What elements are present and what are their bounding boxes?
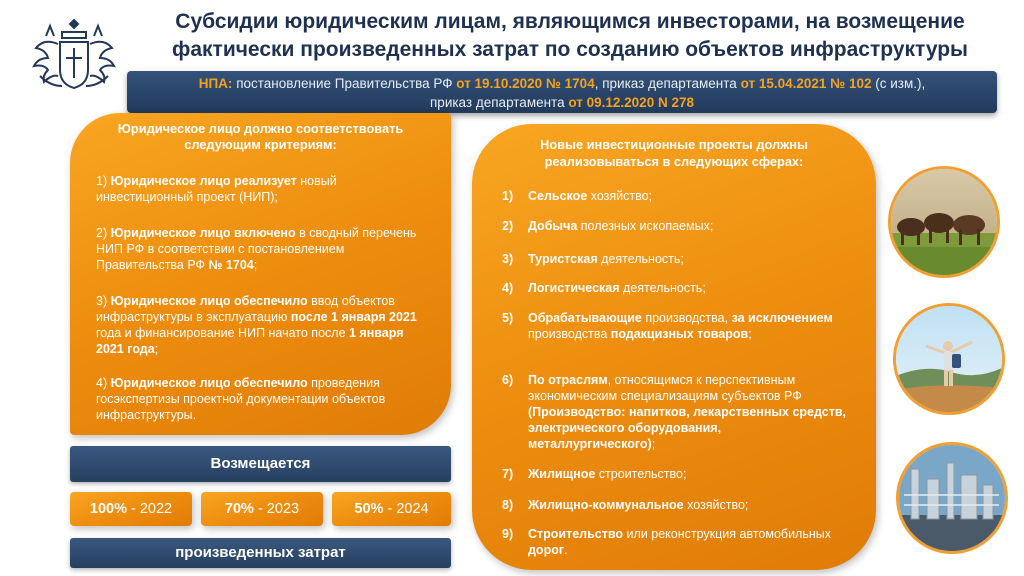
npa-text-2: , приказ департамента [594, 76, 741, 91]
sphere-item-3: 3) Туристская деятельность; [502, 252, 684, 266]
sphere-item-2: 2) Добыча полезных ископаемых; [502, 219, 714, 233]
title-line-2: фактически произведенных затрат по созданию объектов инфраструктуры [171, 38, 968, 61]
spheres-header [472, 136, 876, 170]
npa-label: НПА: [198, 76, 233, 91]
npa-text-4: приказ департамента [430, 95, 569, 110]
npa-line-1 [127, 74, 997, 93]
criteria-item-1: 1) Юридическое лицо реализует новый инвестиционный проект (НИП); [96, 174, 337, 204]
sphere-item-1: 1) Сельское хозяйство; [502, 189, 653, 203]
industrial-plant-photo [896, 442, 1008, 554]
criteria-item-4: 4) Юридическое лицо обеспечило проведения госэкспертизы проектной документации объектов инфраструктуры. [96, 376, 386, 422]
criteria-item-3: 3) Юридическое лицо обеспечило ввод объектов инфраструктуры в эксплуатацию после 1 января 2021 года и финансирование НИП начато после 1 января 2021 года; [96, 294, 417, 356]
reimbursed-bar: Возмещается [70, 446, 451, 482]
npa-line-2 [127, 93, 997, 112]
criteria-panel [70, 113, 451, 435]
npa-date-1: от 19.10.2020 № 1704 [456, 76, 595, 91]
npa-text-3: (с изм.), [871, 76, 926, 91]
npa-text-1: постановление Правительства РФ [232, 76, 457, 91]
spheres-header-line-2: реализовываться в следующих сферах: [544, 154, 804, 169]
criteria-header-line-1: Юридическое лицо должно соответствовать [117, 121, 404, 136]
page-title [130, 8, 1010, 64]
coat-of-arms-emblem [28, 14, 120, 98]
sphere-item-4: 4) Логистическая деятельность; [502, 281, 706, 295]
criteria-header-line-2: следующим критериям: [184, 137, 337, 152]
percent-box-2022: 100% - 2022 [70, 492, 192, 526]
cows-photo [888, 166, 1000, 278]
sphere-item-5: 5) Обрабатывающие производства, за исключением производства подакцизных товаров; [502, 311, 833, 341]
criteria-header [70, 121, 451, 153]
sphere-item-8: 8) Жилищно-коммунальное хозяйство; [502, 498, 749, 512]
traveler-photo [893, 303, 1005, 415]
sphere-item-9: 9) Строительство или реконструкция автомобильных дорог. [502, 527, 831, 557]
sphere-item-7: 7) Жилищное строительство; [502, 467, 687, 481]
costs-bar: произведенных затрат [70, 538, 451, 568]
percent-box-2024: 50% - 2024 [332, 492, 451, 526]
criteria-item-2: 2) Юридическое лицо включено в сводный перечень НИП РФ в соответствии с постановлением Правительства РФ № 1704; [96, 226, 417, 272]
spheres-panel [472, 124, 876, 570]
percent-box-2023: 70% - 2023 [201, 492, 323, 526]
spheres-header-line-1: Новые инвестиционные проекты должны [540, 137, 808, 152]
title-line-1: Субсидии юридическим лицам, являющимся инвесторами, на возмещение [175, 10, 965, 33]
npa-banner [127, 71, 997, 113]
npa-date-3: от 09.12.2020 N 278 [568, 95, 694, 110]
sphere-item-6: 6) По отраслям, относящимся к перспективным экономическим специализациям субъектов РФ (Производство: напитков, лекарственных средств, электрического оборудования, металлургического); [502, 373, 847, 451]
npa-date-2: от 15.04.2021 № 102 [740, 76, 872, 91]
